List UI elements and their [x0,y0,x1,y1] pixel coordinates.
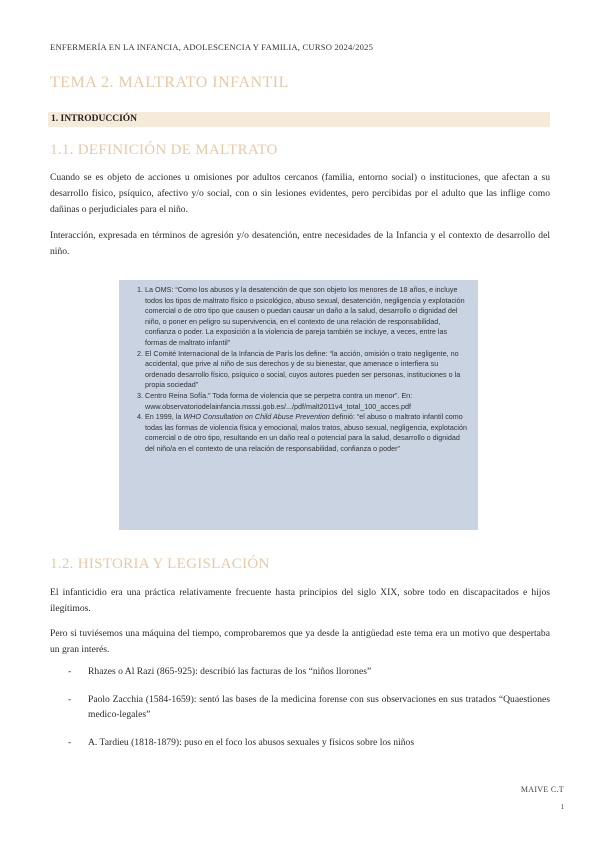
definition-text: definió: “el abuso o maltrato infantil como todas las formas de violencia física y emocional, malos tratos, abuso sexual, negligencia, explotación comercial o de otro tipo, resultando en un daño real o potencial para la salud, desarrollo o dignidad del niño/a en el contexto de una relación de responsabilidad, confianza o poder” [145,412,468,453]
subsection-title-definition: 1.1. DEFINICIÓN DE MALTRATO [50,142,278,158]
history-bullet-list [50,664,550,763]
paragraph-history-2: Pero si tuviésemos una máquina del tiempo, comprobaremos que ya desde la antigüedad este tema era un motivo que despertaba un gran interés. [50,628,550,655]
definition-item: 2. El Comité Internacional de la Infancia de París los define: “la acción, omisión o trato negligente, no accidental, que prive al niño de sus derechos y de su bienestar, que amenace o interfiera su ordenado desarrollo físico, psíquico o social, cuyos autores pueden ser personas, instituciones o la propia sociedad” [145,349,470,391]
section-heading: 1. INTRODUCCIÓN [51,114,138,124]
definition-italic-text: WHO Consultation on Child Abuse Prevention [183,412,330,422]
paragraph-history-1: El infanticidio era una práctica relativamente frecuente hasta principios del siglo XIX, sobre todo en discapacitados e hijos ilegítimos. [50,587,550,614]
definition-item: 1. La OMS: “Como los abusos y la desatención de que son objeto los menores de 18 años, e incluye todos los tipos de maltrato físico o psicológico, abuso sexual, desatención, negligencia y explotación comercial o de otro tipo que causen o puedan causar un daño a la salud, desarrollo o dignidad del niño, o poner en peligro su supervivencia, en el contexto de una relación de responsabilidad, confianza o poder. La exposición a la violencia de pareja también se incluye, a veces, entre las formas de maltrato infantil” [145,285,470,349]
definition-item [145,412,470,454]
subsection-title-history: 1.2. HISTORIA Y LEGISLACIÓN [50,556,270,572]
page-number: 1 [560,803,564,811]
bullet-marker: - [68,666,72,677]
definitions-quote-box [119,280,478,530]
list-item [50,692,550,722]
document-header: ENFERMERÍA EN LA INFANCIA, ADOLESCENCIA Y FAMILIA, CURSO 2024/2025 [50,42,374,52]
list-item-text: Rhazes o Al Razi (865-925): describió las facturas de los “niños llorones” [88,666,372,677]
list-item [50,664,550,679]
list-item-text: Paolo Zacchia (1584-1659): sentó las bases de la medicina forense con sus observaciones en sus tratados “Quaestiones medico-legales” [88,694,550,720]
paragraph-definition-1: Cuando se es objeto de acciones u omisiones por adultos cercanos (familia, entorno social) o instituciones, que afectan a su desarrollo físico, psíquico, afectivo y/o social, con o sin lesiones evidentes, pero percibidas por el adulto que las inflige como dañinas o perjudiciales para el niño. [50,172,550,215]
list-item [50,735,550,750]
definitions-list [133,285,470,455]
list-item-text: A. Tardieu (1818-1879): puso en el foco los abusos sexuales y físicos sobre los niños [88,737,415,748]
topic-title: TEMA 2. MALTRATO INFANTIL [50,74,289,91]
footer-author: MAIVE C.T [520,785,564,794]
definition-item: 3. Centro Reina Sofía.” Toda forma de violencia que se perpetra contra un menor”. En: www.observatoriodelainfancia.msssi.gob.es/.../pdf/malt2011v4_total_100_acces.pdf [145,391,470,412]
bullet-marker: - [68,694,72,705]
paragraph-definition-2: Interacción, expresada en términos de agresión y/o desatención, entre necesidades de la Infancia y el contexto de desarrollo del niño. [50,230,550,257]
section-heading-bar [48,112,550,127]
bullet-marker: - [68,737,72,748]
definition-text: En 1999, la [145,412,184,422]
